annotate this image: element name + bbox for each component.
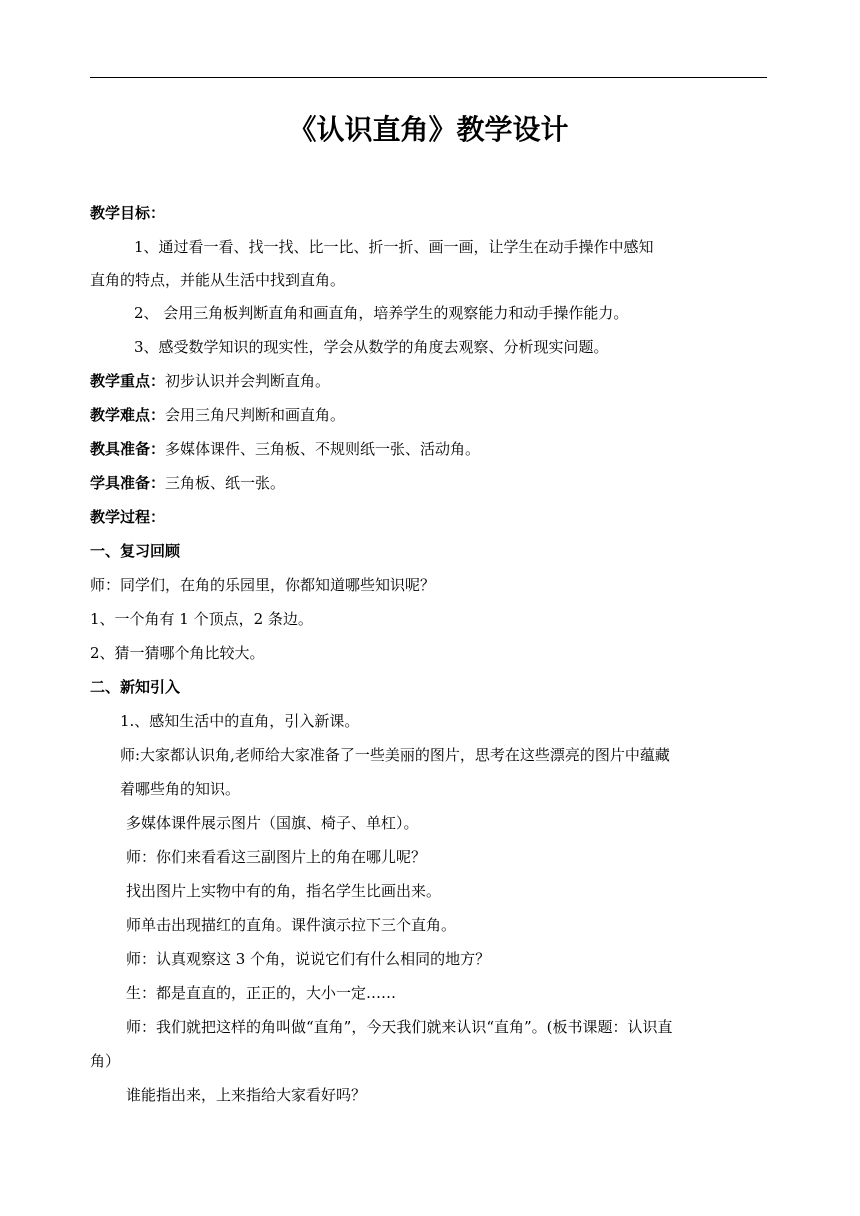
student-tools-text: 三角板、纸一张。 xyxy=(165,474,286,492)
section-1-line-3: 2、猜一猜哪个角比较大。 xyxy=(90,644,265,662)
key-point-label: 教学重点： xyxy=(90,372,166,390)
section-2-line-9: 生：都是直直的，正正的，大小一定…… xyxy=(126,984,397,1002)
section-2-line-7: 师单击出现描红的直角。课件演示拉下三个直角。 xyxy=(126,916,457,934)
key-point-text: 初步认识并会判断直角。 xyxy=(165,372,331,390)
objective-1-line-2: 直角的特点，并能从生活中找到直角。 xyxy=(90,271,346,289)
student-tools xyxy=(90,473,285,493)
process-heading: 教学过程： xyxy=(90,508,166,526)
objective-3: 3、感受数学知识的现实性，学会从数学的角度去观察、分析现实问题。 xyxy=(134,338,609,356)
section-1-line-2: 1、一个角有 1 个顶点，2 条边。 xyxy=(90,610,313,628)
section-2-line-6: 找出图片上实物中有的角，指名学生比画出来。 xyxy=(126,882,442,900)
teaching-tools-text: 多媒体课件、三角板、不规则纸一张、活动角。 xyxy=(165,440,481,458)
section-2-line-3: 着哪些角的知识。 xyxy=(120,780,241,798)
difficult-point-label: 教学难点： xyxy=(90,406,166,424)
section-2-line-2: 师:大家都认识角,老师给大家准备了一些美丽的图片，思考在这些漂亮的图片中蕴藏 xyxy=(120,746,670,764)
section-2-line-4: 多媒体课件展示图片（国旗、椅子、单杠）。 xyxy=(126,814,419,832)
section-1-heading: 一、复习回顾 xyxy=(90,542,181,560)
section-2-line-1: 1.、感知生活中的直角，引入新课。 xyxy=(120,712,360,730)
student-tools-label: 学具准备： xyxy=(90,474,166,492)
section-2-line-8: 师：认真观察这 3 个角，说说它们有什么相同的地方？ xyxy=(126,950,491,968)
difficult-point-text: 会用三角尺判断和画直角。 xyxy=(165,406,346,424)
document-title: 《认识直角》教学设计 xyxy=(288,113,569,146)
section-2-heading: 二、新知引入 xyxy=(90,678,181,696)
objective-1-line-1: 1、通过看一看、找一找、比一比、折一折、画一画，让学生在动手操作中感知 xyxy=(134,238,654,256)
section-2-line-10: 师：我们就把这样的角叫做“直角”，今天我们就来认识“直角”。(板书课题：认识直 xyxy=(126,1018,673,1036)
difficult-point xyxy=(90,405,345,425)
key-point xyxy=(90,371,330,391)
section-2-line-5: 师：你们来看看这三副图片上的角在哪儿呢？ xyxy=(126,848,427,866)
section-2-line-11: 角） xyxy=(90,1052,121,1070)
section-2-line-12: 谁能指出来，上来指给大家看好吗？ xyxy=(126,1086,367,1104)
teaching-tools-label: 教具准备： xyxy=(90,440,166,458)
objectives-heading: 教学目标： xyxy=(90,204,166,222)
objective-2: 2、 会用三角板判断直角和画直角，培养学生的观察能力和动手操作能力。 xyxy=(134,304,629,322)
section-1-line-1: 师：同学们，在角的乐园里，你都知道哪些知识呢？ xyxy=(90,576,436,594)
teaching-tools xyxy=(90,439,480,459)
header-rule xyxy=(90,77,767,78)
